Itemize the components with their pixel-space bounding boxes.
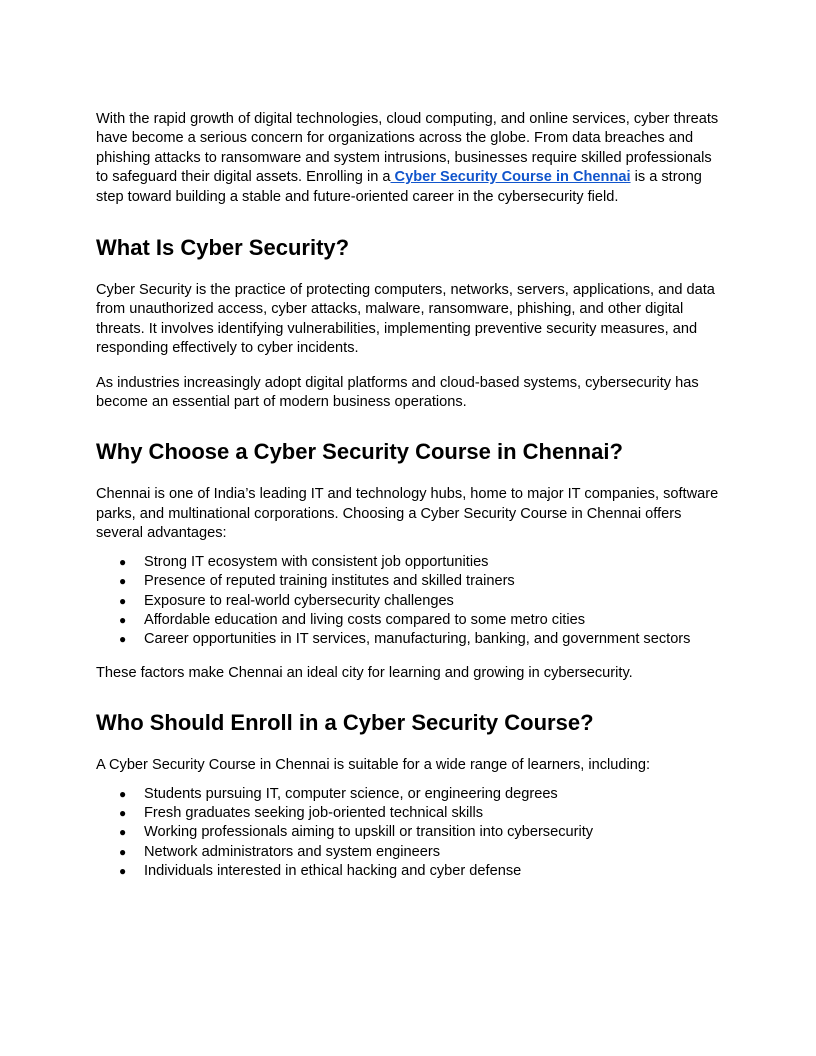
section1-paragraph-1: Cyber Security is the practice of protecting computers, networks, servers, applications, and data from unauthorized access, cyber attacks, malware, ransomware, phishing, and other digital threats. It involves identifying vulnerabilities, implementing preventive security measures, and responding effectively to cyber incidents. <box>96 282 715 357</box>
section3-intro-paragraph: A Cyber Security Course in Chennai is suitable for a wide range of learners, including: <box>96 757 651 774</box>
list-item-text: Individuals interested in ethical hacking and cyber defense <box>144 863 522 880</box>
bullet-icon: ● <box>119 805 127 820</box>
list-item <box>96 611 724 630</box>
list-item <box>96 553 724 572</box>
bullet-icon: ● <box>119 825 127 840</box>
list-item <box>96 862 724 881</box>
list-item <box>96 804 724 823</box>
bullet-icon: ● <box>119 612 127 627</box>
section2-outro-paragraph: These factors make Chennai an ideal city for learning and growing in cybersecurity. <box>96 664 633 681</box>
cyber-security-course-link[interactable]: Cyber Security Course in Chennai <box>390 169 631 186</box>
bullet-icon: ● <box>119 786 127 801</box>
section2-intro-paragraph: Chennai is one of India’s leading IT and technology hubs, home to major IT companies, software parks, and multinational corporations. Choosing a Cyber Security Course in Chennai offers several advantages: <box>96 486 719 542</box>
list-item <box>96 785 724 804</box>
list-item-text: Network administrators and system engineers <box>144 843 441 860</box>
advantages-list <box>96 553 724 650</box>
list-item-text: Working professionals aiming to upskill or transition into cybersecurity <box>144 824 594 841</box>
bullet-icon: ● <box>119 864 127 879</box>
learners-list <box>96 785 724 882</box>
bullet-icon: ● <box>119 632 127 647</box>
list-item <box>96 823 724 842</box>
list-item-text: Career opportunities in IT services, manufacturing, banking, and government sectors <box>144 631 691 648</box>
intro-text-after-link: is a strong step toward building a stable and future-oriented career in the cybersecurity field. <box>96 169 702 205</box>
intro-paragraph <box>96 110 724 207</box>
document-page <box>96 110 724 896</box>
bullet-icon: ● <box>119 554 127 569</box>
list-item-text: Exposure to real-world cybersecurity challenges <box>144 592 454 609</box>
intro-text-before-link: With the rapid growth of digital technologies, cloud computing, and online services, cyber threats have become a serious concern for organizations across the globe. From data breaches and phishing attacks to ransomware and system intrusions, businesses require skilled professionals to safeguard their digital assets. Enrolling in a <box>96 111 719 186</box>
section1-paragraph-2: As industries increasingly adopt digital platforms and cloud-based systems, cybersecurity has become an essential part of modern business operations. <box>96 374 699 411</box>
list-item-text: Strong IT ecosystem with consistent job opportunities <box>144 553 489 570</box>
bullet-icon: ● <box>119 593 127 608</box>
bullet-icon: ● <box>119 844 127 859</box>
list-item-text: Affordable education and living costs compared to some metro cities <box>144 611 586 628</box>
list-item <box>96 630 724 649</box>
bullet-icon: ● <box>119 574 127 589</box>
list-item <box>96 843 724 862</box>
list-item-text: Students pursuing IT, computer science, or engineering degrees <box>144 785 558 802</box>
list-item <box>96 592 724 611</box>
section-heading-what-is-cyber-security: What Is Cyber Security? <box>96 235 350 261</box>
list-item <box>96 572 724 591</box>
list-item-text: Fresh graduates seeking job-oriented technical skills <box>144 804 484 821</box>
section-heading-why-choose-chennai: Why Choose a Cyber Security Course in Chennai? <box>96 439 623 465</box>
list-item-text: Presence of reputed training institutes and skilled trainers <box>144 573 515 590</box>
section-heading-who-should-enroll: Who Should Enroll in a Cyber Security Course? <box>96 710 594 736</box>
